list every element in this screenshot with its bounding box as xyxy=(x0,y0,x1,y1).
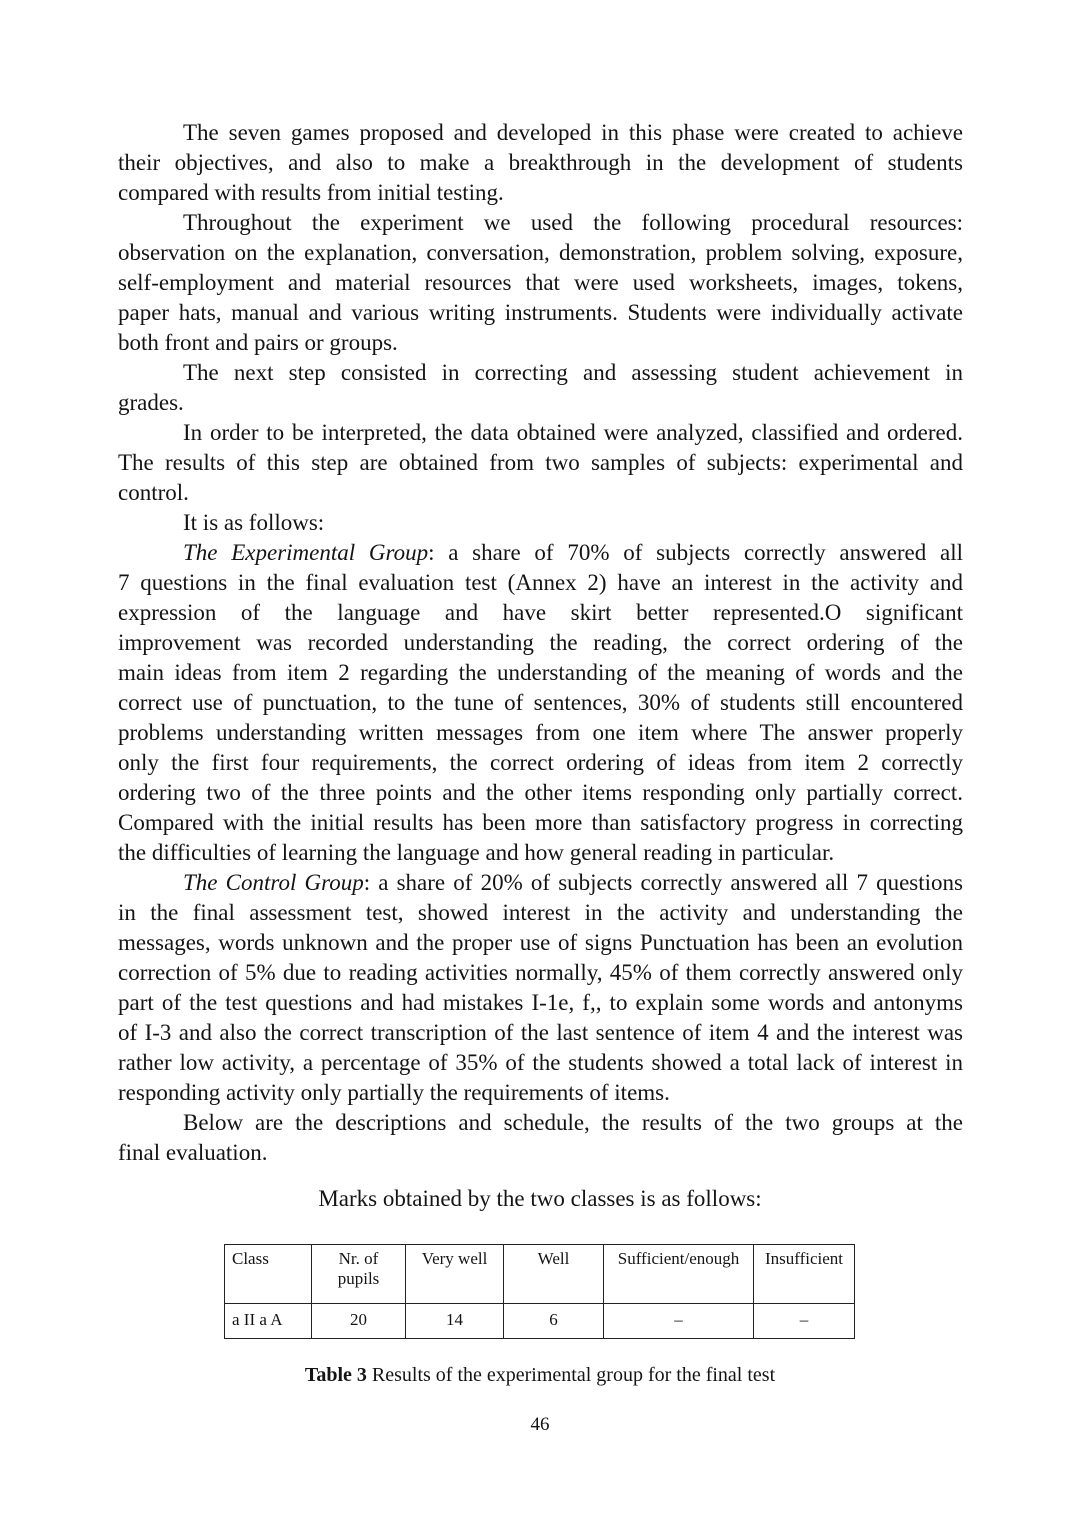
column-header: Well xyxy=(504,1245,604,1304)
text-line: Compared with the initial results has been more than satisfactory progress in correcting xyxy=(118,810,963,835)
paragraph xyxy=(118,358,963,418)
text-line: It is as follows: xyxy=(183,510,325,535)
lead-text: : a share of 70% of subjects correctly answered all xyxy=(428,540,963,565)
text-line: In order to be interpreted, the data obtained were analyzed, classified and ordered. xyxy=(183,420,963,445)
text-line: the difficulties of learning the language and how general reading in particular. xyxy=(118,840,835,865)
text-line: self-employment and material resources that were used worksheets, images, tokens, xyxy=(118,270,963,295)
text-line: ordering two of the three points and the other items responding only partially correct. xyxy=(118,780,963,805)
column-header xyxy=(312,1245,406,1304)
results-table xyxy=(224,1244,855,1339)
column-header: Insufficient xyxy=(754,1245,855,1304)
text-line: both front and pairs or groups. xyxy=(118,330,398,355)
text-line: main ideas from item 2 regarding the understanding of the meaning of words and the xyxy=(118,660,963,685)
text-line: Below are the descriptions and schedule, the results of the two groups at the xyxy=(183,1110,963,1135)
text-line: control. xyxy=(118,480,189,505)
text-line: expression of the language and have skirt better represented.O significant xyxy=(118,600,963,625)
text-line: rather low activity, a percentage of 35% of the students showed a total lack of interest in xyxy=(118,1050,963,1075)
text-line: problems understanding written messages from one item where The answer properly xyxy=(118,720,963,745)
text-line: paper hats, manual and various writing instruments. Students were individually activate xyxy=(118,300,963,325)
column-header-label: Nr. of pupils xyxy=(337,1249,380,1288)
text-line xyxy=(118,538,963,568)
text-line: compared with results from initial testing. xyxy=(118,180,504,205)
body-text xyxy=(118,118,963,1168)
paragraph xyxy=(118,418,963,508)
caption-text: Results of the experimental group for the final test xyxy=(371,1364,776,1386)
text-line: final evaluation. xyxy=(118,1140,268,1165)
text-line: 7 questions in the final evaluation test (Annex 2) have an interest in the activity and xyxy=(118,570,963,595)
table-cell: 6 xyxy=(504,1304,604,1339)
column-header: Class xyxy=(225,1245,312,1304)
table-cell: – xyxy=(604,1304,754,1339)
paragraph-experimental-group xyxy=(118,538,963,868)
column-header: Very well xyxy=(406,1245,504,1304)
text-line: observation on the explanation, conversation, demonstration, problem solving, exposure, xyxy=(118,240,963,265)
text-line: messages, words unknown and the proper use of signs Punctuation has been an evolution xyxy=(118,930,963,955)
caption-label: Table 3 xyxy=(304,1364,367,1386)
text-line: grades. xyxy=(118,390,184,415)
text-line: in the final assessment test, showed interest in the activity and understanding the xyxy=(118,900,963,925)
text-line: correct use of punctuation, to the tune of sentences, 30% of students still encountered xyxy=(118,690,963,715)
text-line: improvement was recorded understanding the reading, the correct ordering of the xyxy=(118,630,963,655)
italic-term: The Control Group xyxy=(183,870,364,895)
paragraph xyxy=(118,1108,963,1168)
paragraph xyxy=(118,508,963,538)
table-row xyxy=(225,1304,855,1339)
text-line: correction of 5% due to reading activities normally, 45% of them correctly answered only xyxy=(118,960,963,985)
table-cell: 14 xyxy=(406,1304,504,1339)
paragraph xyxy=(118,118,963,208)
lead-text: : a share of 20% of subjects correctly answered all 7 questions xyxy=(363,870,963,895)
column-header: Sufficient/enough xyxy=(604,1245,754,1304)
text-line: of I-3 and also the correct transcription of the last sentence of item 4 and the interest was xyxy=(118,1020,963,1045)
page-number: 46 xyxy=(530,1414,550,1435)
text-line: their objectives, and also to make a breakthrough in the development of students xyxy=(118,150,963,175)
text-line xyxy=(118,868,963,898)
text-line: only the first four requirements, the correct ordering of ideas from item 2 correctly xyxy=(118,750,963,775)
italic-term: The Experimental Group xyxy=(183,540,429,565)
text-line: The next step consisted in correcting and assessing student achievement in xyxy=(183,360,963,385)
table-intro-heading: Marks obtained by the two classes is as follows: xyxy=(318,1186,762,1211)
table-cell: – xyxy=(754,1304,855,1339)
text-line: Throughout the experiment we used the following procedural resources: xyxy=(183,210,963,235)
text-line: The seven games proposed and developed in this phase were created to achieve xyxy=(183,120,963,145)
table-cell: a II a A xyxy=(225,1304,312,1339)
text-line: The results of this step are obtained from two samples of subjects: experimental and xyxy=(118,450,963,475)
text-line: responding activity only partially the requirements of items. xyxy=(118,1080,670,1105)
table-cell: 20 xyxy=(312,1304,406,1339)
paragraph-control-group xyxy=(118,868,963,1108)
table-caption xyxy=(0,1362,1080,1388)
text-line: part of the test questions and had mistakes I-1e, f,, to explain some words and antonyms xyxy=(118,990,963,1015)
table-header-row xyxy=(225,1245,855,1304)
paragraph xyxy=(118,208,963,358)
